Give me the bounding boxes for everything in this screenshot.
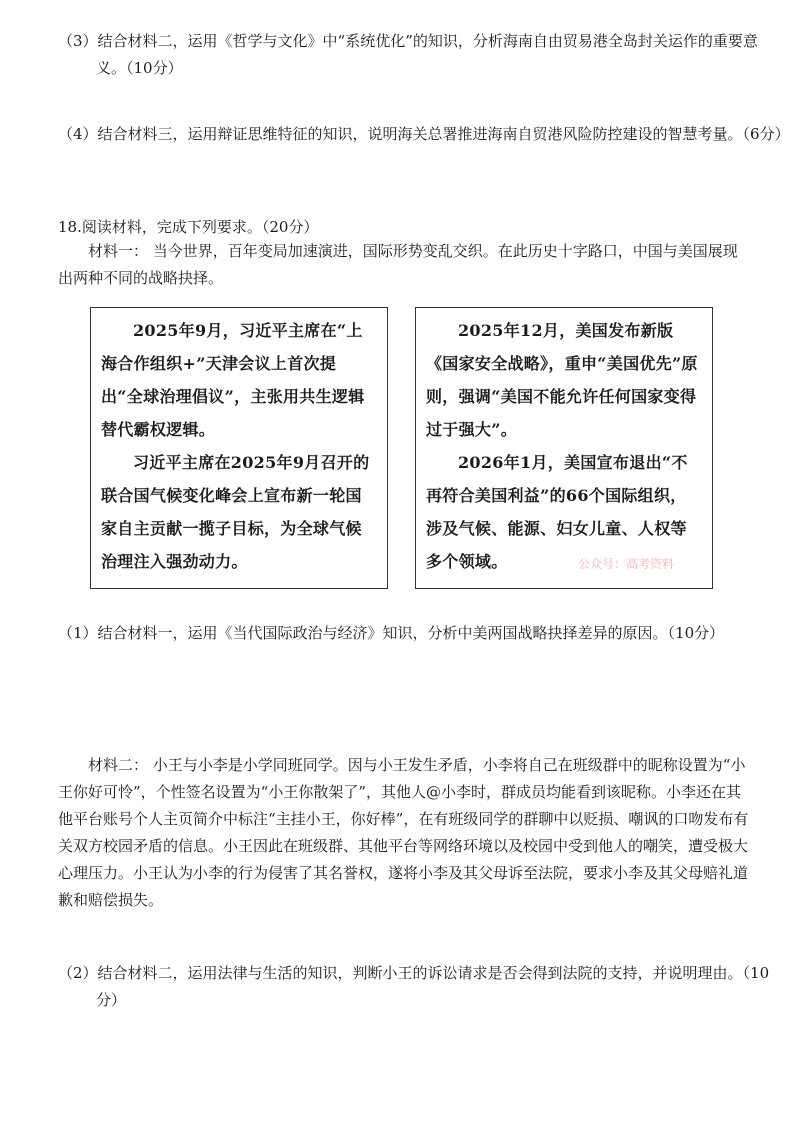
- us-strategy-box: [415, 307, 713, 589]
- question-18-title: 18.阅读材料，完成下列要求。（20分）: [58, 218, 319, 236]
- material-2: 材料二： 小王与小李是小学同班同学。因与小王发生矛盾，小李将自己在班级群中的昵称设置为“小王你好可怜”，个性签名设置为“小王你散架了”，其他人@小李时，群成员均能看到该昵称。小李还在其他平台账号个人主页简介中标注“主挂小王，你好棒”，在有班级同学的群聊中以贬损、嘲讽的口吻发布有关双方校园矛盾的信息。小王因此在班级群、其他平台等网络环境以及校园中受到他人的嘲笑，遭受极大心理压力。小王认为小李的行为侵害了其名誉权，遂将小李及其父母诉至法院，要求小李及其父母赔礼道歉和赔偿损失。: [58, 756, 749, 909]
- china-strategy-para-2: 习近平主席在2025年9月召开的联合国气候变化峰会上宣布新一轮国家自主贡献一揽子目标，为全球气候治理注入强劲动力。: [101, 453, 370, 571]
- watermark: 公众号：高考资料: [578, 557, 675, 571]
- question-3: （3）结合材料二，运用《哲学与文化》中“系统优化”的知识，分析海南自由贸易港全岛封关运作的重要意义。（10分）: [58, 32, 758, 77]
- us-strategy-para-1: 2025年12月，美国发布新版《国家安全战略》，重申“美国优先”原则，强调“美国不能允许任何国家变得过于强大”。: [426, 321, 698, 439]
- material-1: 材料一： 当今世界，百年变局加速演进，国际形势变乱交织。在此历史十字路口，中国与美国展现出两种不同的战略抉择。: [58, 242, 738, 287]
- china-strategy-box: [90, 307, 388, 589]
- us-strategy-para-2: 2026年1月，美国宣布退出“不再符合美国利益”的66个国际组织，涉及气候、能源、妇女儿童、人权等多个领域。: [426, 453, 688, 571]
- question-4: （4）结合材料三，运用辩证思维特征的知识，说明海关总署推进海南自贸港风险防控建设的智慧考量。（6分）: [58, 125, 790, 143]
- sub-question-2: （2）结合材料二，运用法律与生活的知识，判断小王的诉讼请求是否会得到法院的支持，并说明理由。（10分）: [58, 964, 770, 1009]
- sub-question-1: （1）结合材料一，运用《当代国际政治与经济》知识，分析中美两国战略抉择差异的原因。（10分）: [58, 624, 725, 642]
- china-strategy-para-1: 2025年9月，习近平主席在“上海合作组织+”天津会议上首次提出“全球治理倡议”，主张用共生逻辑替代霸权逻辑。: [101, 321, 365, 439]
